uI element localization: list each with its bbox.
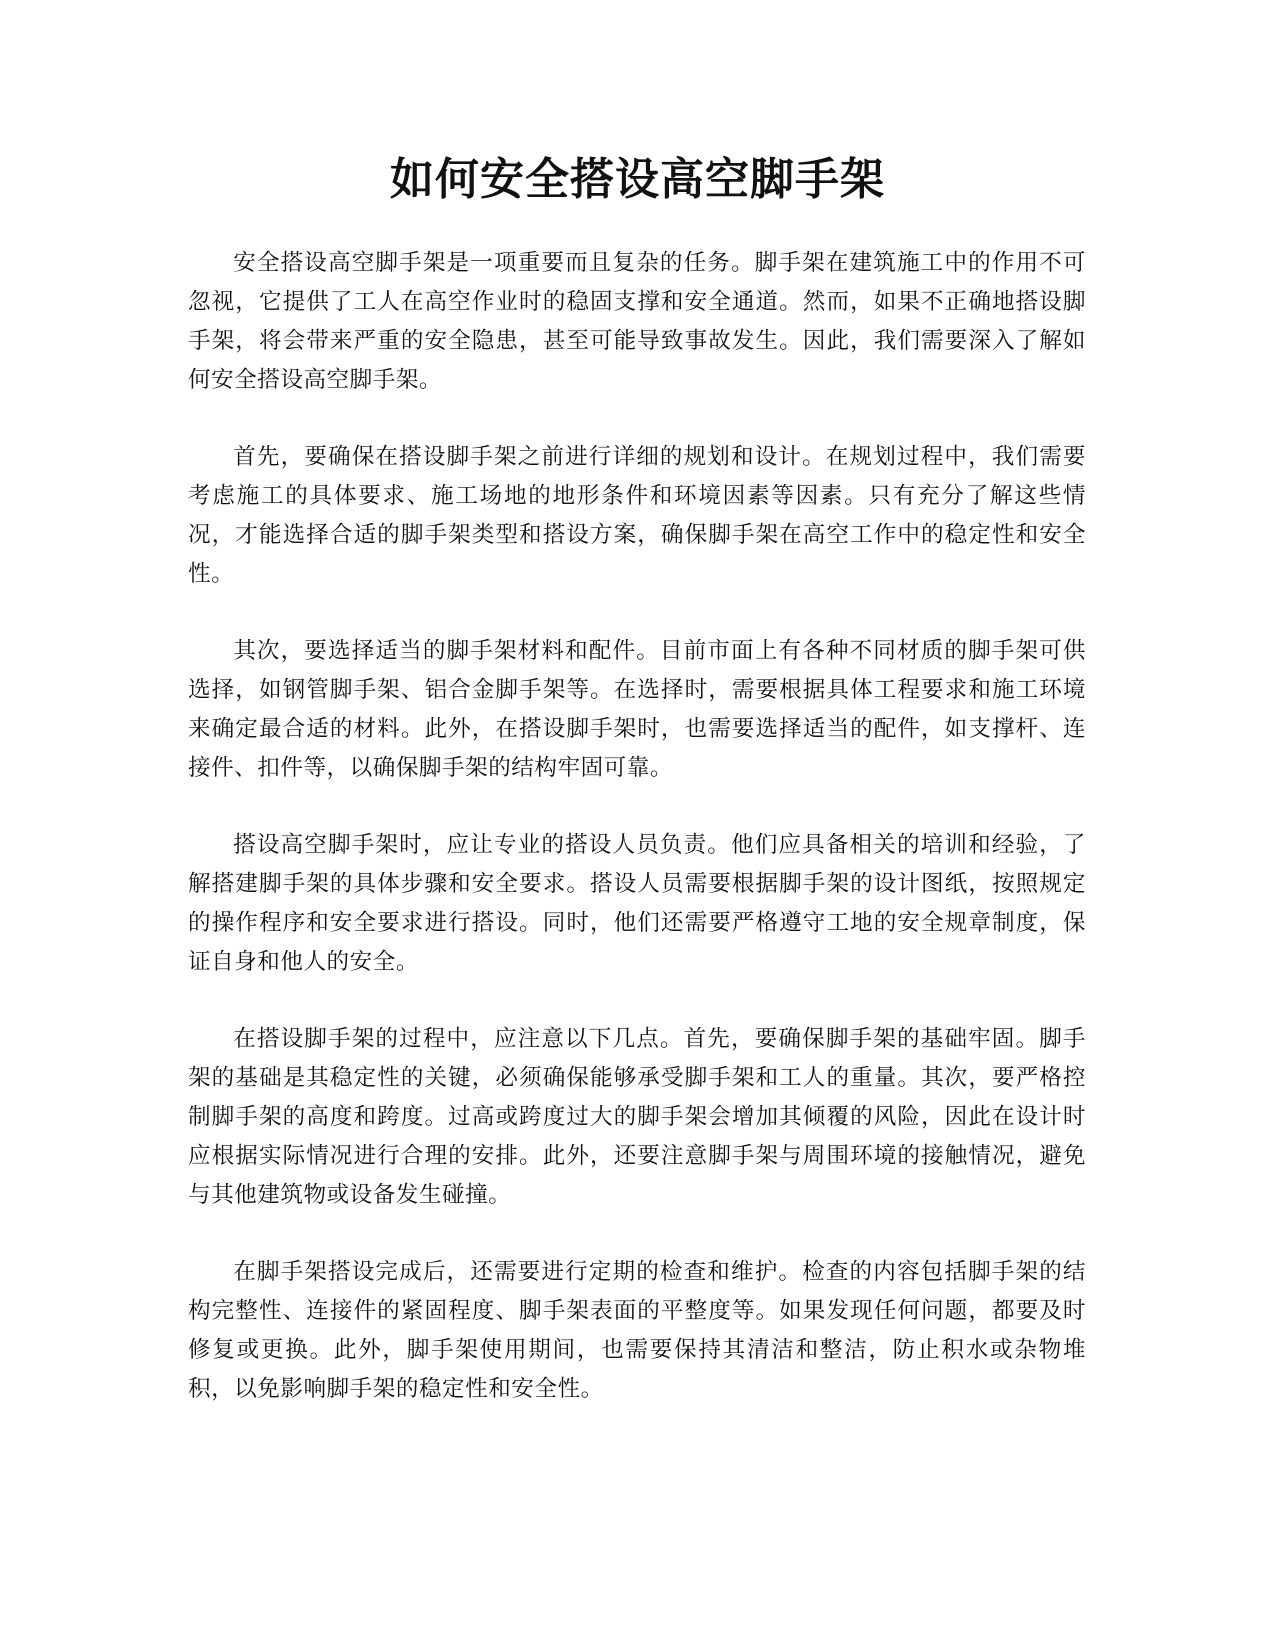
document-title: 如何安全搭设高空脚手架 bbox=[390, 154, 885, 205]
paragraph-1: 安全搭设高空脚手架是一项重要而且复杂的任务。脚手架在建筑施工中的作用不可忽视，它提供了工人在高空作业时的稳固支撑和安全通道。然而，如果不正确地搭设脚手架，将会带来严重的安全隐患，甚至可能导致事故发生。因此，我们需要深入了解如何安全搭设高空脚手架。 bbox=[188, 250, 1086, 393]
paragraph-5: 在搭设脚手架的过程中，应注意以下几点。首先，要确保脚手架的基础牢固。脚手架的基础是其稳定性的关键，必须确保能够承受脚手架和工人的重量。其次，要严格控制脚手架的高度和跨度。过高或跨度过大的脚手架会增加其倾覆的风险，因此在设计时应根据实际情况进行合理的安排。此外，还要注意脚手架与周围环境的接触情况，避免与其他建筑物或设备发生碰撞。 bbox=[188, 1026, 1086, 1208]
paragraph-6: 在脚手架搭设完成后，还需要进行定期的检查和维护。检查的内容包括脚手架的结构完整性、连接件的紧固程度、脚手架表面的平整度等。如果发现任何问题，都要及时修复或更换。此外，脚手架使用期间，也需要保持其清洁和整洁，防止积水或杂物堆积，以免影响脚手架的稳定性和安全性。 bbox=[188, 1259, 1086, 1402]
paragraph-3: 其次，要选择适当的脚手架材料和配件。目前市面上有各种不同材质的脚手架可供选择，如钢管脚手架、铝合金脚手架等。在选择时，需要根据具体工程要求和施工环境来确定最合适的材料。此外，在搭设脚手架时，也需要选择适当的配件，如支撑杆、连接件、扣件等，以确保脚手架的结构牢固可靠。 bbox=[188, 638, 1086, 781]
paragraph-2: 首先，要确保在搭设脚手架之前进行详细的规划和设计。在规划过程中，我们需要考虑施工的具体要求、施工场地的地形条件和环境因素等因素。只有充分了解这些情况，才能选择合适的脚手架类型和搭设方案，确保脚手架在高空工作中的稳定性和安全性。 bbox=[188, 444, 1086, 587]
paragraph-4: 搭设高空脚手架时，应让专业的搭设人员负责。他们应具备相关的培训和经验，了解搭建脚手架的具体步骤和安全要求。搭设人员需要根据脚手架的设计图纸，按照规定的操作程序和安全要求进行搭设。同时，他们还需要严格遵守工地的安全规章制度，保证自身和他人的安全。 bbox=[188, 832, 1086, 975]
document-body bbox=[188, 244, 1086, 1447]
